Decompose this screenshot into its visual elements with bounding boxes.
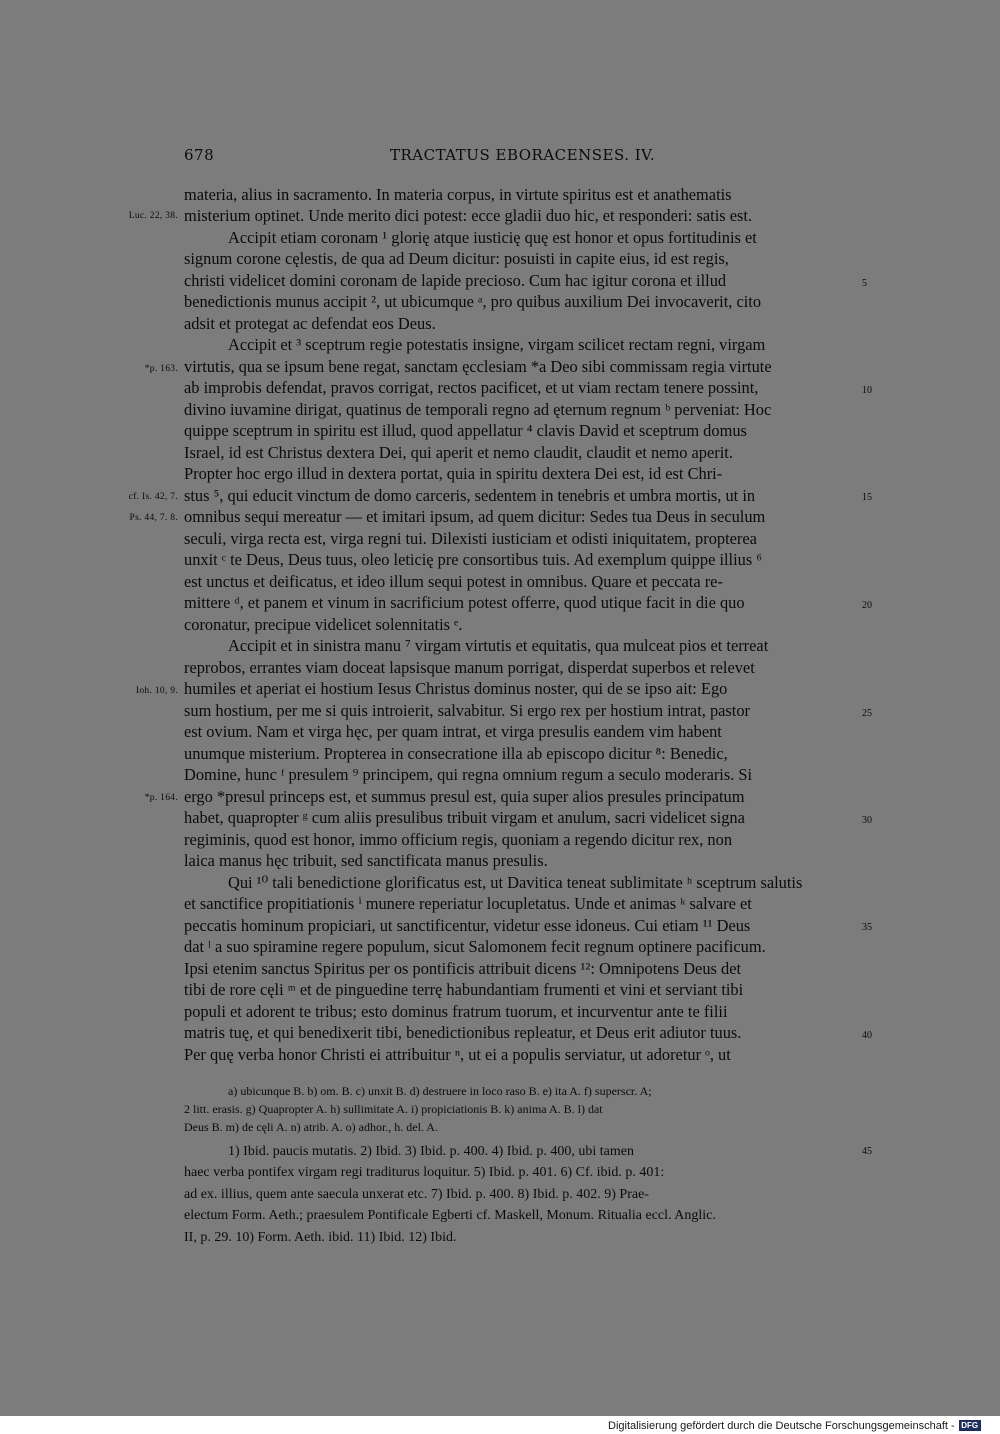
note-line: haec verba pontifex virgam regi traditurus loquitur. 5) Ibid. p. 401. 6) Cf. ibid. p. 401: bbox=[184, 1165, 665, 1180]
apparatus-line: a) ubicunque B. b) om. B. c) unxit B. d) destruere in loco raso B. e) ita A. f) superscr. A; bbox=[228, 1084, 652, 1098]
running-title: TRACTATUS EBORACENSES. IV. bbox=[390, 146, 656, 164]
text-line: est ovium. Nam et virga hęc, per quam intrat, et virga presulis eandem vim habent bbox=[184, 722, 722, 741]
text-line: Ipsi etenim sanctus Spiritus per os pontificis attribuit dicens ¹²: Omnipotens Deus det bbox=[184, 959, 742, 978]
text-line: ergo *presul princeps est, et summus presul est, quia super alios presules principatum bbox=[184, 787, 745, 806]
text-line: seculi, virga recta est, virga regni tui. Dilexisti iusticiam et odisti iniquitatem, propterea bbox=[184, 529, 757, 548]
text-line: benedictionis munus accipit ², ut ubicumque ᵃ, pro quibus auxilium Dei invocaverit, cito bbox=[184, 292, 762, 311]
text-line: signum corone cęlestis, de qua ad Deum dicitur: posuisti in capite eius, id est regis, bbox=[184, 249, 729, 268]
text-line: divino iuvamine dirigat, quatinus de temporali regno ad ęternum regnum ᵇ perveniat: Hoc bbox=[184, 400, 772, 419]
dfg-logo: DFG bbox=[959, 1420, 981, 1431]
text-line: mittere ᵈ, et panem et vinum in sacrificium potest offerre, quod utique facit in die quo bbox=[184, 593, 745, 612]
text-line: christi videlicet domini coronam de lapide precioso. Cum hac igitur corona et illud bbox=[184, 271, 727, 290]
note-line: ad ex. illius, quem ante saecula unxerat etc. 7) Ibid. p. 400. 8) Ibid. p. 402. 9) Prae- bbox=[184, 1187, 649, 1202]
text-line: Accipit et ³ sceptrum regie potestatis insigne, virgam scilicet rectam regni, virgam bbox=[228, 335, 766, 354]
credit-text: Digitalisierung gefördert durch die Deutsche Forschungsgemeinschaft - bbox=[608, 1419, 955, 1432]
note-line: II, p. 29. 10) Form. Aeth. ibid. 11) Ibid. 12) Ibid. bbox=[184, 1230, 457, 1245]
text-line: Propter hoc ergo illud in dextera portat, quia in spiritu dextera Dei est, id est Chri- bbox=[184, 464, 723, 483]
text-line: stus ⁵, qui educit vinctum de domo carceris, sedentem in tenebris et umbra mortis, ut in bbox=[184, 486, 756, 505]
line-number: 35 bbox=[862, 922, 872, 933]
margin-reference: cf. Is. 42, 7. bbox=[128, 492, 178, 502]
text-line: Accipit et in sinistra manu ⁷ virgam virtutis et equitatis, qua mulceat pios et terreat bbox=[228, 636, 769, 655]
text-line: unxit ᶜ te Deus, Deus tuus, oleo leticię pre consortibus tuis. Ad exemplum quippe illius ⁶ bbox=[184, 550, 763, 569]
text-line: sum hostium, per me si quis introierit, salvabitur. Si ergo rex per hostium intrat, pastor bbox=[184, 701, 751, 720]
line-number: 15 bbox=[862, 492, 872, 503]
text-line: Israel, id est Christus dextera Dei, qui aperit et nemo claudit, claudit et nemo aperit. bbox=[184, 443, 733, 462]
margin-reference: Ioh. 10, 9. bbox=[135, 686, 178, 696]
text-line: laica manus hęc tribuit, sed sanctificata manus presulis. bbox=[184, 851, 548, 870]
text-line: tibi de rore cęli ᵐ et de pinguedine terrę habundantiam frumenti et vini et serviant tibi bbox=[184, 980, 744, 999]
digitization-credit bbox=[608, 1419, 981, 1432]
text-line: Qui ¹⁰ tali benedictione glorificatus est, ut Davitica teneat sublimitate ʰ sceptrum salutis bbox=[228, 873, 803, 892]
text-line: materia, alius in sacramento. In materia corpus, in virtute spiritus est et anathematis bbox=[184, 185, 732, 204]
text-line: peccatis hominum propiciari, ut sanctificentur, videtur esse idoneus. Cui etiam ¹¹ Deus bbox=[184, 916, 751, 935]
text-line: habet, quapropter ᵍ cum aliis presulibus tribuit virgam et anulum, sacri videlicet signa bbox=[184, 808, 745, 827]
text-line: matris tuę, et qui benedixerit tibi, benedictionibus repleatur, et Deus erit adiutor tuus. bbox=[184, 1023, 742, 1042]
margin-reference: Luc. 22, 38. bbox=[128, 211, 178, 221]
line-number: 45 bbox=[862, 1146, 872, 1157]
note-line: electum Form. Aeth.; praesulem Pontificale Egberti cf. Maskell, Monum. Ritualia eccl. Anglic. bbox=[184, 1208, 716, 1223]
text-line: omnibus sequi mereatur — et imitari ipsum, ad quem dicitur: Sedes tua Deus in seculum bbox=[184, 507, 766, 526]
text-line: unumque misterium. Propterea in consecratione illa ab episcopo dicitur ⁸: Benedic, bbox=[184, 744, 728, 763]
margin-reference: *p. 163. bbox=[144, 364, 178, 374]
text-line: et sanctifice propitiationis ⁱ munere reperiatur locupletatus. Unde et animas ᵏ salvare et bbox=[184, 894, 752, 913]
text-line: coronatur, precipue videlicet solennitatis ᵉ. bbox=[184, 615, 463, 634]
line-number: 40 bbox=[862, 1030, 872, 1041]
text-line: est unctus et deificatus, et ideo illum sequi potest in omnibus. Quare et peccata re- bbox=[184, 572, 723, 591]
line-number: 25 bbox=[862, 708, 872, 719]
text-line: adsit et protegat ac defendat eos Deus. bbox=[184, 314, 436, 333]
line-number: 10 bbox=[862, 385, 872, 396]
text-line: quippe sceptrum in spiritu est illud, quod appellatur ⁴ clavis David et sceptrum domus bbox=[184, 421, 747, 440]
note-line: 1) Ibid. paucis mutatis. 2) Ibid. 3) Ibid. p. 400. 4) Ibid. p. 400, ubi tamen bbox=[228, 1144, 634, 1159]
text-line: Per quę verba honor Christi ei attribuitur ⁿ, ut ei a populis serviatur, ut adoretur ᵒ, ut bbox=[184, 1045, 731, 1064]
text-line: humiles et aperiat ei hostium Iesus Christus dominus noster, qui de se ipso ait: Ego bbox=[184, 679, 728, 698]
text-line: populi et adorent te tribus; esto dominus fratrum tuorum, et incurventur ante te filii bbox=[184, 1002, 728, 1021]
page-number: 678 bbox=[184, 146, 215, 164]
text-line: reprobos, errantes viam doceat lapsisque manum porrigat, disperdat superbos et relevet bbox=[184, 658, 755, 677]
margin-reference: Ps. 44, 7. 8. bbox=[129, 513, 178, 523]
text-line: ab improbis defendat, pravos corrigat, rectos pacificet, et ut viam rectam tenere possint, bbox=[184, 378, 759, 397]
line-number: 30 bbox=[862, 815, 872, 826]
apparatus-line: 2 litt. erasis. g) Quapropter A. h) sullimitate A. i) propiciationis B. k) anima A. B. l) dat bbox=[184, 1102, 603, 1116]
text-line: Domine, hunc ᶠ presulem ⁹ principem, qui regna omnium regum a seculo moderaris. Si bbox=[184, 765, 753, 784]
line-number: 20 bbox=[862, 600, 872, 611]
text-line: Accipit etiam coronam ¹ glorię atque iusticię quę est honor et opus fortitudinis et bbox=[228, 228, 757, 247]
text-line: regiminis, quod est honor, immo officium regis, quoniam a regendo dicitur rex, non bbox=[184, 830, 733, 849]
text-line: misterium optinet. Unde merito dici potest: ecce gladii duo hic, et responderi: satis est. bbox=[184, 206, 753, 225]
margin-reference: *p. 164. bbox=[144, 793, 178, 803]
text-line: virtutis, qua se ipsum bene regat, sanctam ęcclesiam *a Deo sibi commissam regia virtute bbox=[184, 357, 772, 376]
line-number: 5 bbox=[862, 278, 867, 289]
apparatus-line: Deus B. m) de cęli A. n) atrib. A. o) adhor., h. del. A. bbox=[184, 1120, 438, 1134]
text-line: dat ˡ a suo spiramine regere populum, sicut Salomonem fecit regnum optinere pacificum. bbox=[184, 937, 766, 956]
